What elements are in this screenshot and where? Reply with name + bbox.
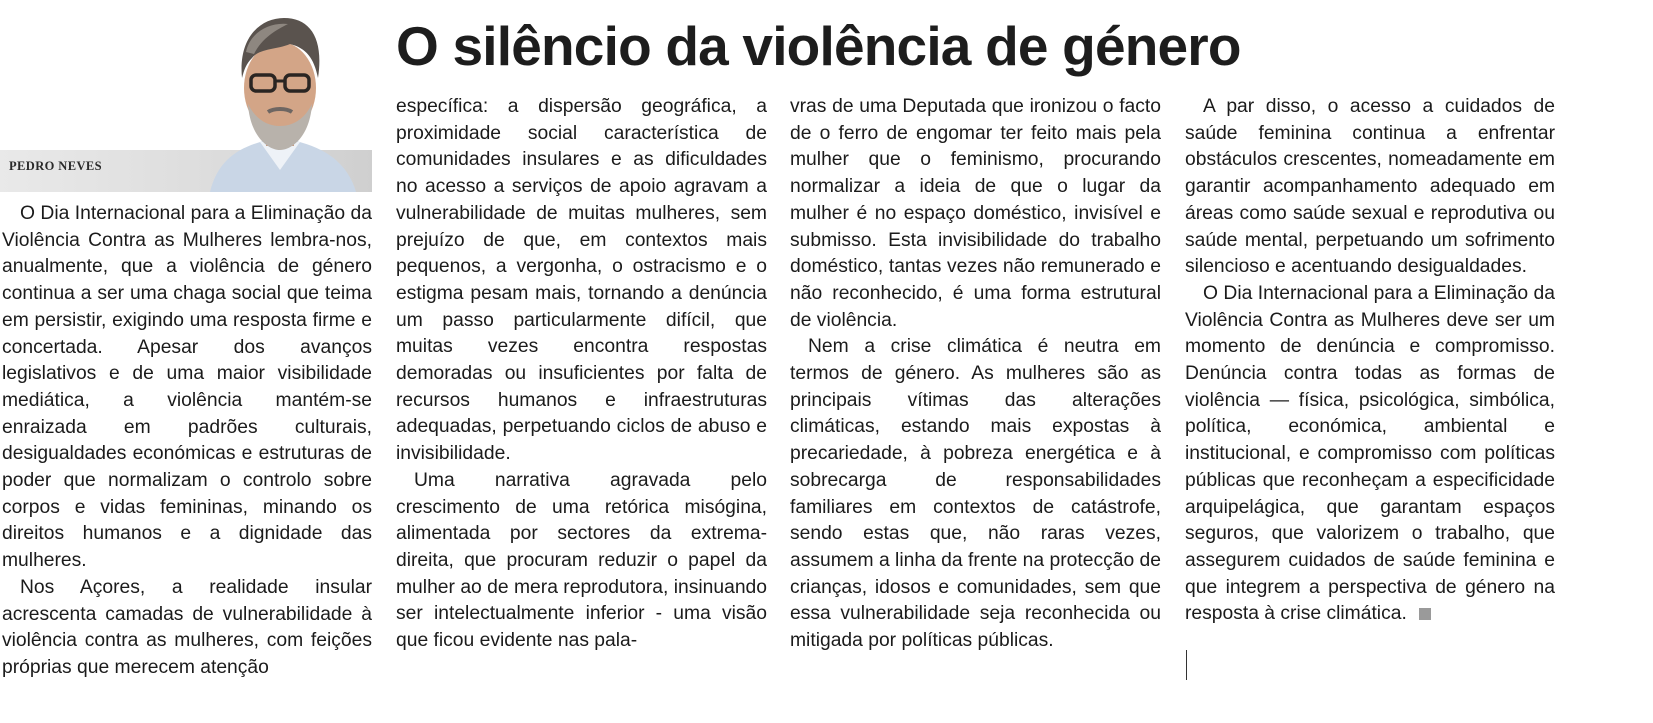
paragraph: específica: a dispersão geográfica, a proximidade social característica de comunidades insulares e as dificuldades no acesso a serviços de apoio agravam a vulnerabilidade de muitas mulheres, sem prejuízo de que, em contextos mais pequenos, a vergonha, o ostracismo e o estigma pesam mais, tornando a denúncia um passo particularmente difícil, que muitas vezes encontra respostas demoradas ou insuficientes por falta de recursos humanos e infraestruturas adequadas, perpetuando ciclos de abuso e invisibilidade. <box>396 96 767 465</box>
author-portrait-icon <box>190 8 370 192</box>
paragraph-text: O Dia Internacional para a Eliminação da Violência Contra as Mulheres deve ser um momento de denúncia e compromisso. Denúncia contra todas as formas de violência — física, psicológica, simbólica, política, económica, ambiental e institucional, e compromisso com políticas públicas que reconheçam a especificidade arquipelágica, que garantam espaços seguros, que valorizem o trabalho, que assegurem cuidados de saúde feminina e que integrem a perspectiva de género na resposta à crise climática. <box>1185 282 1555 625</box>
end-of-article-icon <box>1419 608 1431 620</box>
paragraph: vras de uma Deputada que ironizou o facto de o ferro de engomar ter feito mais pela mulher que o feminismo, procurando normalizar a ideia de que o lugar da mulher é no espaço doméstico, invisível e submisso. Esta invisibilidade do trabalho doméstico, tantas vezes não remunerado e não reconhecido, é uma forma estrutural de violência. <box>790 96 1161 331</box>
paragraph <box>1185 281 1555 628</box>
author-block <box>0 0 372 192</box>
article-headline: O silêncio da violência de género <box>396 15 1241 77</box>
paragraph: Uma narrativa agravada pelo crescimento de uma retórica misógina, alimentada por sectores da extrema-direita, que procuram reduzir o papel da mulher ao de mera reprodutora, insinuando ser intelectualmente inferior - uma visão que ficou evidente nas pala- <box>396 469 767 652</box>
paragraph: Nos Açores, a realidade insular acrescenta camadas de vulnerabilidade à violência contra as mulheres, com feições próprias que merecem atenção <box>2 576 372 678</box>
article-column-3 <box>790 94 1161 655</box>
article-column-4 <box>1185 94 1555 628</box>
author-name: PEDRO NEVES <box>9 159 102 173</box>
article-column-2 <box>396 94 767 655</box>
paragraph: A par disso, o acesso a cuidados de saúde feminina continua a enfrentar obstáculos crescentes, nomeadamente em garantir acompanhamento adequado em áreas como saúde sexual e reprodutiva ou saúde mental, perpetuando um sofrimento silencioso e acentuando desigualdades. <box>1185 96 1555 278</box>
paragraph: Nem a crise climática é neutra em termos de género. As mulheres são as principais vítimas das alterações climáticas, estando mais expostas à precariedade, à pobreza energética e à sobrecarga de responsabilidades familiares em contextos de catástrofe, sendo estas que, não raras vezes, assumem a linha da frente na protecção de crianças, idosos e comunidades, sem que essa vulnerabilidade seja reconhecida ou mitigada por políticas públicas. <box>790 336 1161 652</box>
article-column-1 <box>2 201 372 682</box>
text-cursor <box>1186 650 1187 680</box>
paragraph: O Dia Internacional para a Eliminação da Violência Contra as Mulheres lembra-nos, anualmente, que a violência de género continua a ser uma chaga social que teima em persistir, exigindo uma resposta firme e concertada. Apesar dos avanços legislativos e de uma maior visibilidade mediática, a violência mantém-se enraizada em padrões culturais, desigualdades económicas e estruturas de poder que normalizam o controlo sobre corpos e vidas femininas, minando os direitos humanos e a dignidade das mulheres. <box>2 203 372 572</box>
